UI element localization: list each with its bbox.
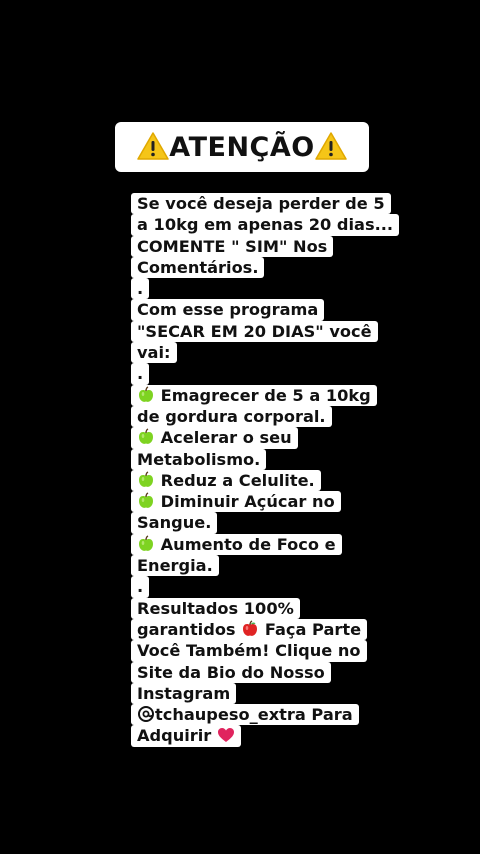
caption-line-text: . [137, 577, 144, 597]
threads-icon [137, 705, 155, 723]
caption-line-text: . [137, 364, 144, 384]
caption-line-text: Site da Bio do Nosso [137, 662, 325, 682]
caption-line-text: Emagrecer de 5 a 10kg [160, 385, 371, 405]
green-apple-icon [137, 492, 155, 510]
caption-line [131, 662, 371, 683]
caption-line [131, 406, 371, 427]
caption-line-label [131, 342, 177, 363]
caption-line-text: "SECAR EM 20 DIAS" você [137, 321, 372, 341]
caption-line [131, 704, 371, 725]
caption-line [131, 449, 371, 470]
caption-line [131, 640, 371, 661]
caption-line [131, 257, 371, 278]
caption-line [131, 619, 371, 640]
warning-icon [137, 132, 169, 160]
caption-line-text: garantidos [137, 619, 236, 639]
caption-line-label [131, 236, 333, 257]
caption-line-text: Comentários. [137, 257, 259, 277]
caption-line [131, 491, 371, 512]
caption-line-text: vai: [137, 343, 171, 363]
caption-line [131, 512, 371, 533]
caption-line [131, 555, 371, 576]
caption-line [131, 598, 371, 619]
caption-line-text: Com esse programa [137, 300, 319, 320]
caption-line-label [131, 427, 298, 448]
caption-line-label [131, 598, 300, 619]
caption-line-label [131, 214, 399, 235]
caption-line-label [131, 662, 331, 683]
caption-line [131, 214, 394, 235]
caption-line [131, 342, 371, 363]
caption-line [131, 683, 371, 704]
caption-line-text: Sangue. [137, 513, 212, 533]
caption-line-label [131, 619, 367, 640]
caption-line-label [131, 534, 342, 555]
caption-line-label [131, 257, 264, 278]
caption-line-text: Acelerar o seu [160, 428, 292, 448]
green-apple-icon [137, 471, 155, 489]
caption-line [131, 725, 371, 746]
caption-line-text: Energia. [137, 556, 213, 576]
caption-line-text: Você Também! Clique no [137, 641, 361, 661]
caption-line-label [131, 576, 149, 597]
caption-line-label [131, 725, 241, 746]
green-apple-icon [137, 386, 155, 404]
warning-icon [315, 132, 347, 160]
caption-line [131, 299, 371, 320]
caption-line-text: Reduz a Celulite. [160, 470, 315, 490]
caption-line [131, 534, 371, 555]
caption-line [131, 470, 371, 491]
caption-line-label [131, 555, 219, 576]
caption-line [131, 576, 371, 597]
green-apple-icon [137, 428, 155, 446]
green-apple-icon [137, 535, 155, 553]
caption-line-label [131, 193, 391, 214]
caption-line [131, 363, 371, 384]
caption-line [131, 385, 371, 406]
caption-line-label [131, 321, 378, 342]
caption-line-label [131, 470, 321, 491]
attention-banner [115, 122, 369, 172]
caption-line-text: Instagram [137, 683, 231, 703]
caption-line-label [131, 491, 341, 512]
caption-line-text: Faça Parte [264, 619, 362, 639]
caption-line [131, 427, 371, 448]
caption-line-text: Se você deseja perder de 5 [137, 194, 385, 213]
caption-line-label [131, 640, 367, 661]
caption-line-text: a 10kg em apenas 20 dias... [137, 215, 394, 235]
caption-line [131, 236, 371, 257]
attention-title-text: ATENÇÃO [169, 131, 315, 163]
caption-line-text: Metabolismo. [137, 449, 261, 469]
caption-line-label [131, 385, 377, 406]
caption-line-label [131, 683, 236, 704]
attention-title [137, 132, 346, 163]
caption-line-label [131, 278, 149, 299]
caption-line [131, 278, 371, 299]
caption-text-block [131, 193, 394, 747]
red-apple-icon [241, 620, 259, 638]
red-heart-icon [217, 726, 235, 744]
caption-line-text: de gordura corporal. [137, 406, 326, 426]
caption-line-label [131, 512, 217, 533]
caption-line [131, 193, 385, 214]
caption-line-text: Aumento de Foco e [160, 534, 336, 554]
caption-line-text: Diminuir Açúcar no [160, 492, 335, 512]
caption-line-label [131, 406, 332, 427]
caption-line-label [131, 704, 359, 725]
caption-line-text: COMENTE " SIM" Nos [137, 236, 328, 256]
caption-line-label [131, 449, 266, 470]
caption-line-text: Adquirir [137, 726, 212, 746]
caption-line-label [131, 299, 324, 320]
caption-line-text: tchaupeso_extra Para [155, 705, 353, 725]
caption-line-text: . [137, 279, 144, 299]
caption-line-label [131, 363, 149, 384]
caption-line [131, 321, 371, 342]
caption-line-text: Resultados 100% [137, 598, 294, 618]
